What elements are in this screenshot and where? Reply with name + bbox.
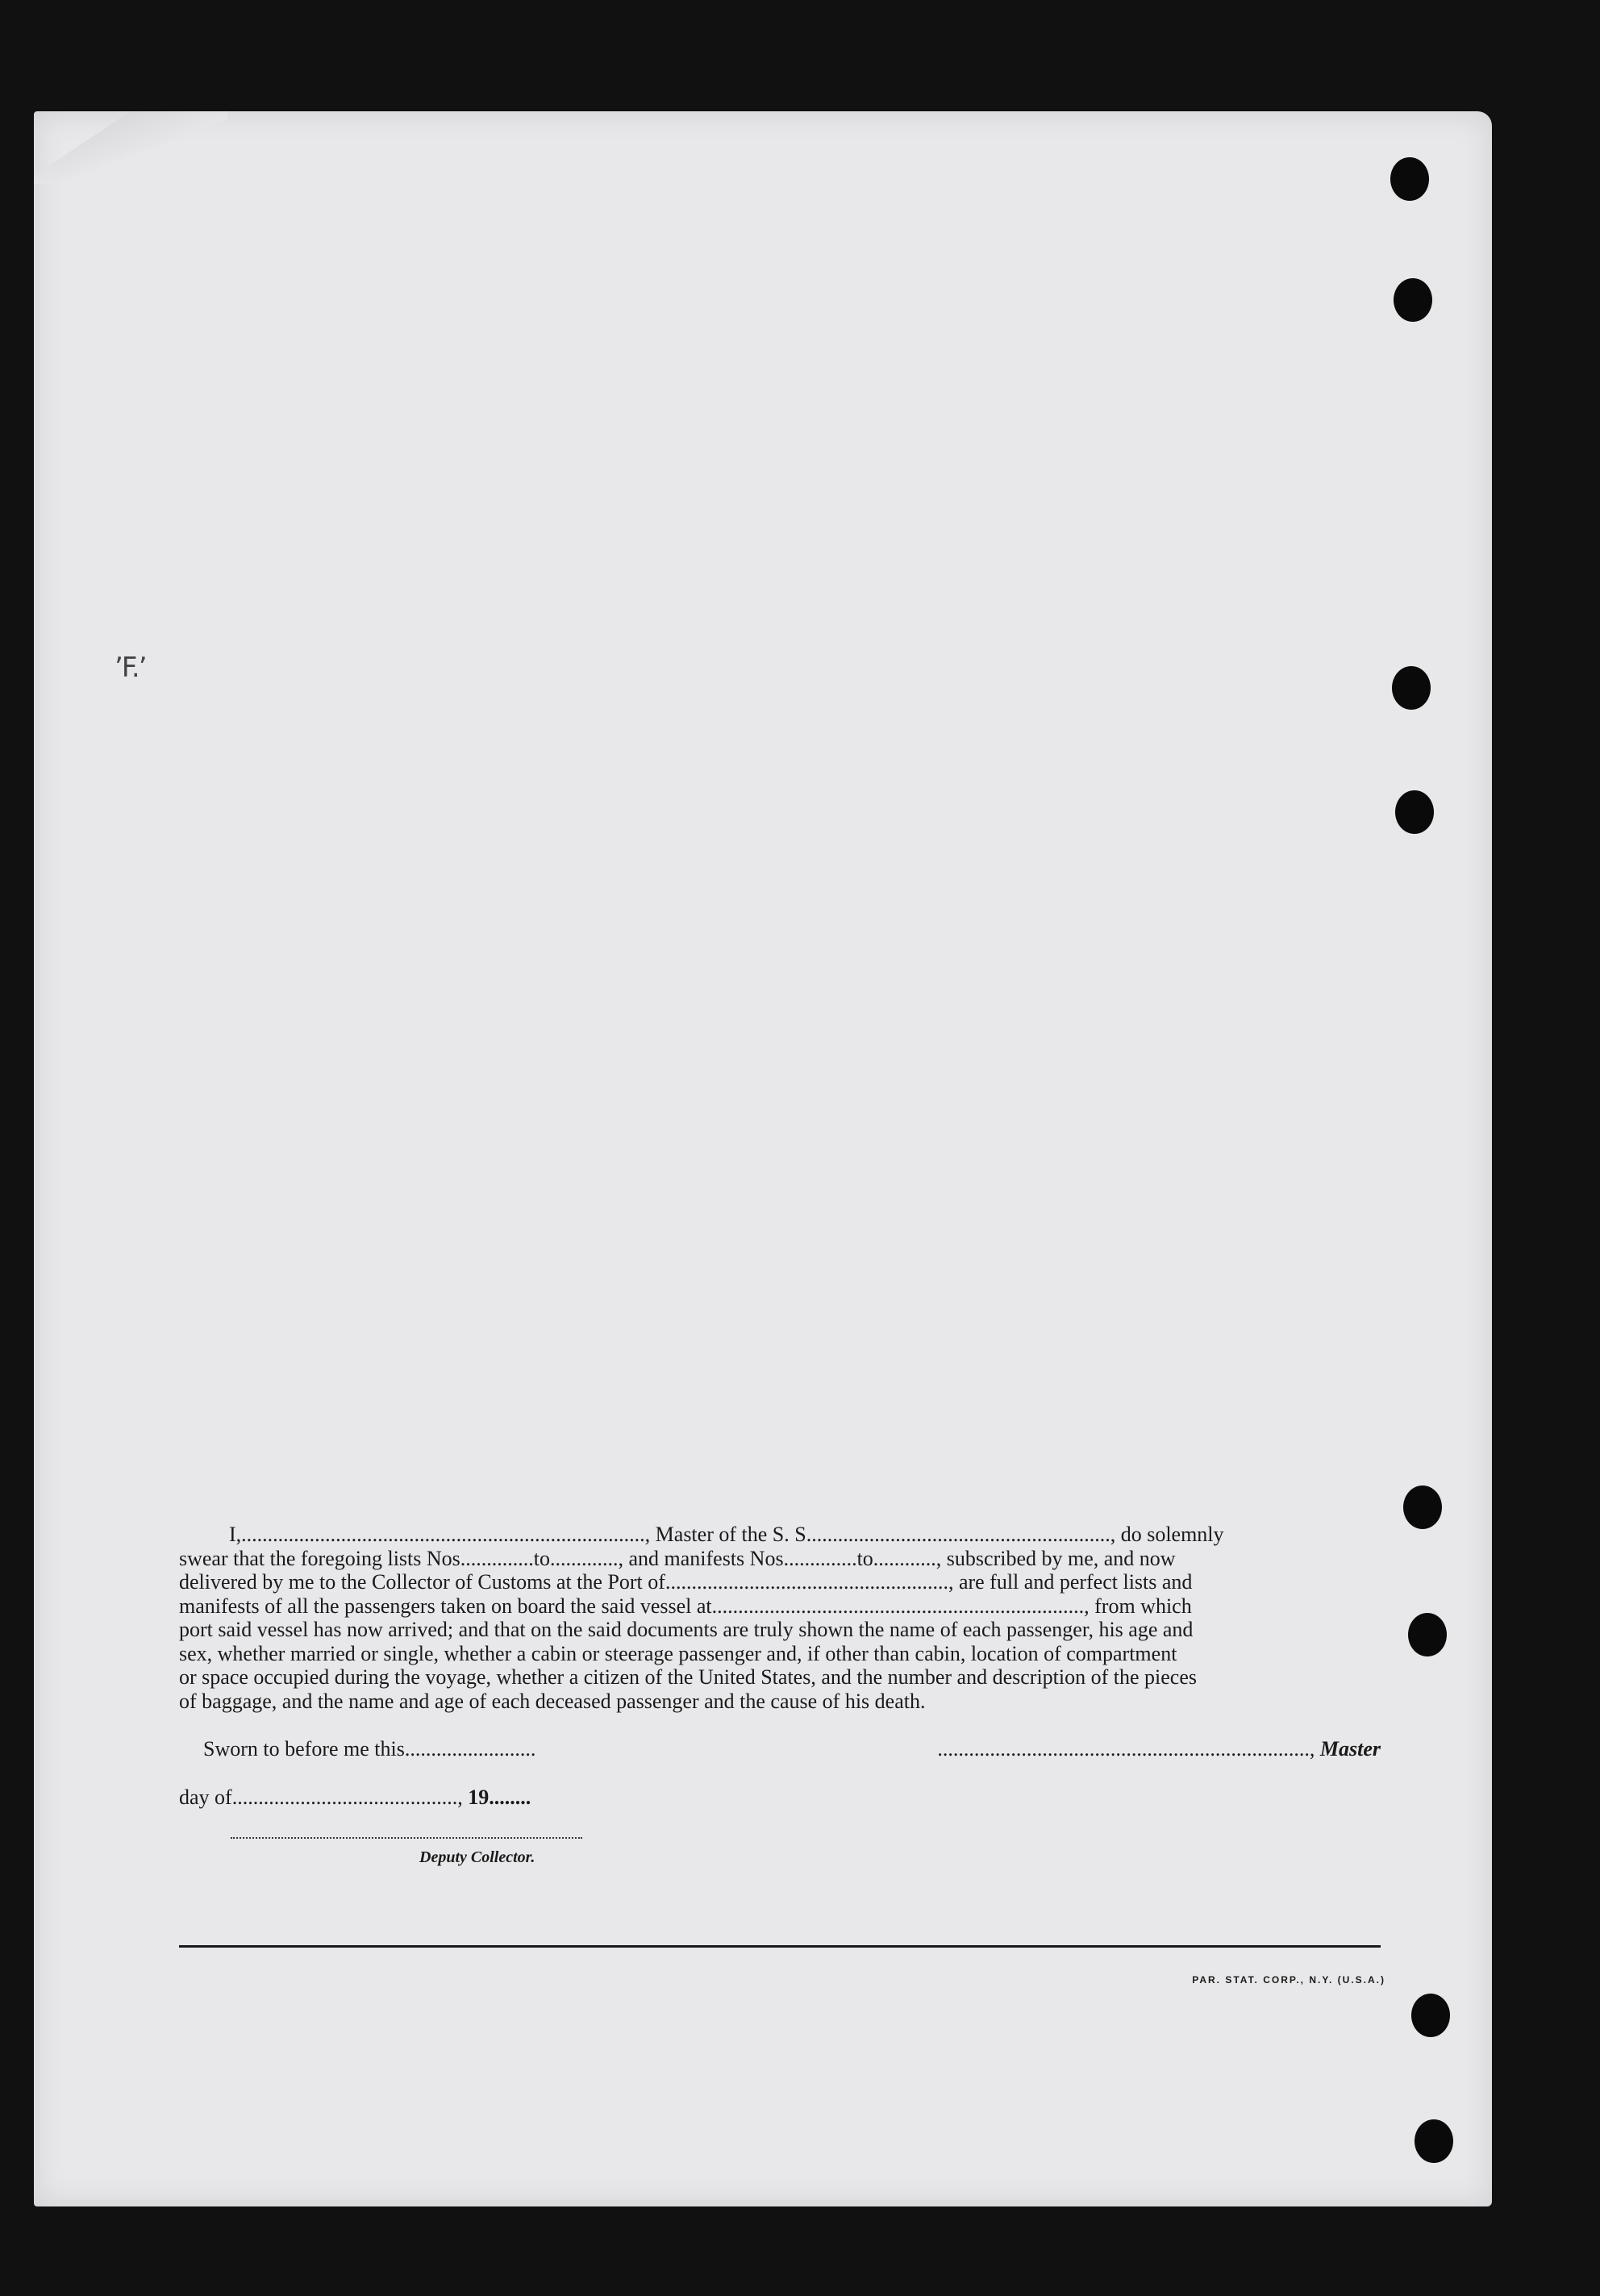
deputy-signature-line [231, 1837, 582, 1839]
sworn-text: Sworn to before me this......................... [203, 1737, 536, 1761]
oath-line: swear that the foregoing lists Nos..............to............., and manifests Nos..............to............, subscribed by me, and now [179, 1546, 1176, 1570]
punch-hole [1411, 1994, 1450, 2037]
printer-imprint: PAR. STAT. CORP., N.Y. (U.S.A.) [1192, 1974, 1385, 1986]
punch-hole [1415, 2119, 1453, 2163]
margin-smudge: ’F.’ [115, 652, 146, 684]
oath-line: sex, whether married or single, whether a cabin or steerage passenger and, if other than cabin, location of compartment [179, 1641, 1177, 1665]
horizontal-rule [179, 1945, 1381, 1948]
oath-line: of baggage, and the name and age of each deceased passenger and the cause of his death. [179, 1689, 926, 1713]
punch-hole [1392, 666, 1431, 710]
punch-hole [1394, 278, 1432, 322]
year-prefix: 19........ [468, 1786, 531, 1809]
day-row [179, 1786, 1381, 1810]
master-dots: ......................................................................., [937, 1737, 1315, 1761]
deputy-collector-label: Deputy Collector. [419, 1848, 535, 1866]
oath-line: delivered by me to the Collector of Customs at the Port of......................................................, are full and perfect lists and [179, 1570, 1193, 1594]
punch-hole [1408, 1613, 1447, 1656]
document-page [34, 111, 1492, 2206]
master-oath-paragraph [179, 1523, 1381, 1713]
oath-line: or space occupied during the voyage, whether a citizen of the United States, and the number and description of the pieces [179, 1665, 1198, 1689]
oath-line: I,............................................................................., Master of the S. S.........................................................., do solemnly [229, 1523, 1224, 1546]
oath-line: port said vessel has now arrived; and that on the said documents are truly shown the name of each passenger, his age and [179, 1618, 1194, 1641]
punch-hole [1395, 790, 1434, 834]
punch-hole [1403, 1486, 1442, 1529]
day-text: day of..........................................., [179, 1786, 469, 1809]
punch-hole [1390, 157, 1429, 201]
master-signature-line [937, 1737, 1381, 1761]
oath-line: manifests of all the passengers taken on board the said vessel at......................................................................., from which [179, 1594, 1192, 1618]
master-label: Master [1319, 1737, 1381, 1761]
